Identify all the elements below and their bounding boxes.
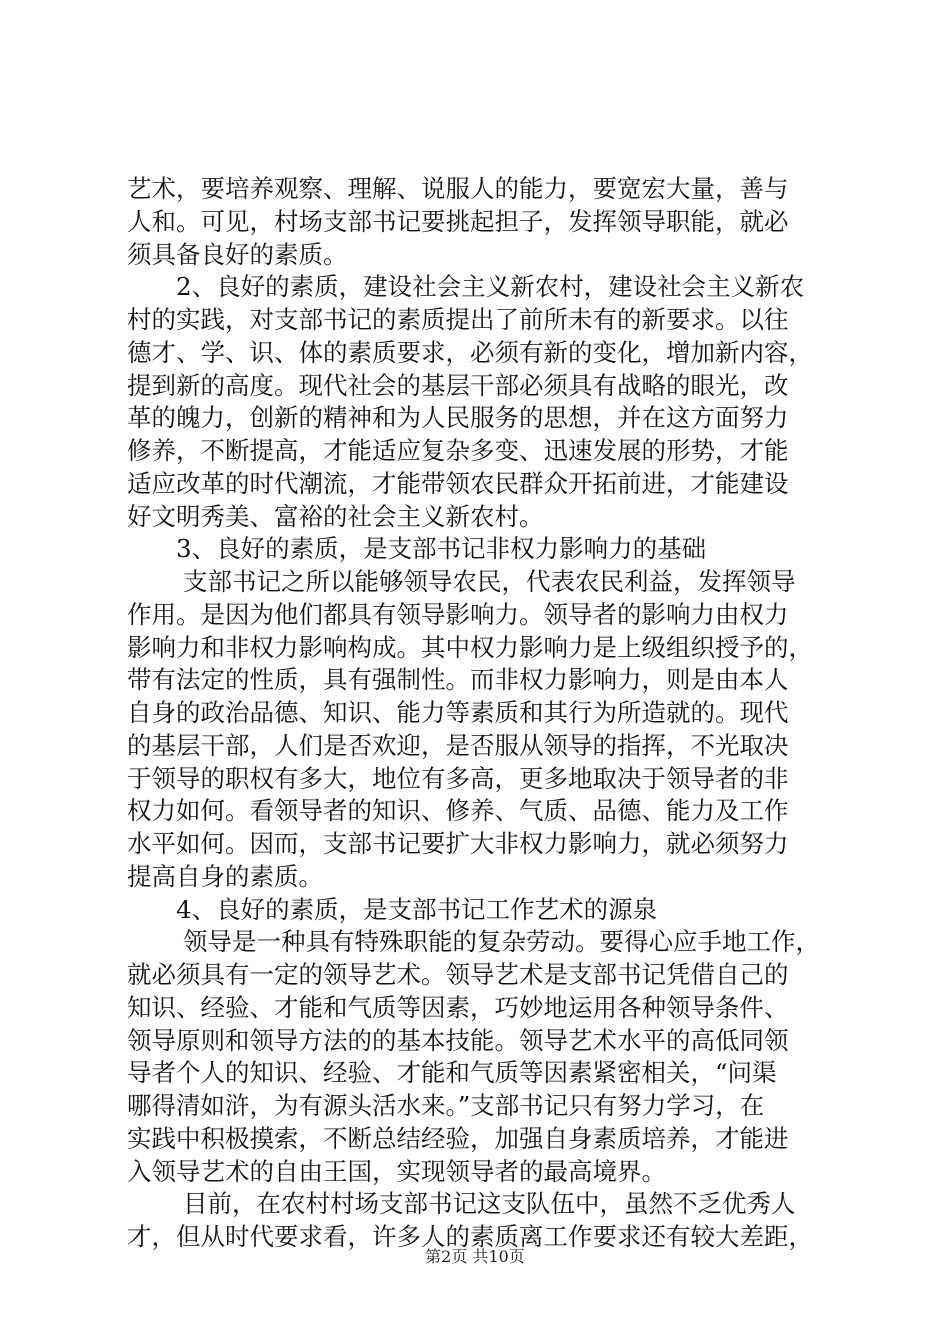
- text-line: 实践中积极摸索，不断总结经验，加强自身素质培养，才能进: [127, 1123, 789, 1153]
- text-line: 权力如何。看领导者的知识、修养、气质、品德、能力及工作: [127, 796, 789, 826]
- text-line: 于领导的职权有多大，地位有多高，更多地取决于领导者的非: [127, 763, 789, 793]
- text-line: 提高自身的素质。: [127, 861, 323, 891]
- text-line: 导者个人的知识、经验、才能和气质等因素紧密相关，“问渠: [127, 1058, 777, 1088]
- text-line: 才，但从时代要求看，许多人的素质离工作要求还有较大差距，: [127, 1222, 813, 1251]
- text-line: 支部书记之所以能够领导农民，代表农民利益，发挥领导: [183, 567, 796, 596]
- text-line: 水平如何。因而，支部书记要扩大非权力影响力，就必须努力: [127, 829, 789, 858]
- text-line: 艺术，要培养观察、理解、说服人的能力，要宽宏大量，善与: [127, 174, 789, 203]
- text-line: 人和。可见，村场支部书记要挑起担子，发挥领导职能，就必: [127, 206, 789, 236]
- text-line: 革的魄力，创新的精神和为人民服务的思想，并在这方面努力: [127, 403, 789, 433]
- text-line: 领导是一种具有特殊职能的复杂劳动。要得心应手地工作，: [183, 927, 820, 957]
- text-line: 3、良好的素质，是支部书记非权力影响力的基础: [176, 534, 707, 564]
- text-line: 4、良好的素质，是支部书记工作艺术的源泉: [176, 894, 658, 924]
- text-line: 就必须具有一定的领导艺术。领导艺术是支部书记凭借自己的: [127, 960, 789, 989]
- text-line: 好文明秀美、富裕的社会主义新农村。: [127, 501, 544, 531]
- text-line: 自身的政治品德、知识、能力等素质和其行为所造就的。现代: [127, 698, 789, 727]
- text-line: 目前，在农村村场支部书记这支队伍中，虽然不乏优秀人: [183, 1189, 796, 1219]
- text-line: 德才、学、识、体的素质要求，必须有新的变化，增加新内容，: [127, 337, 813, 367]
- text-line: 2、良好的素质，建设社会主义新农村，建设社会主义新农: [176, 272, 805, 302]
- text-line: 适应改革的时代潮流，才能带领农民群众开拓前进，才能建设: [127, 468, 789, 498]
- page-footer: 第2页 共10页: [425, 1247, 525, 1266]
- text-line: 领导原则和领导方法的的基本技能。领导艺术水平的高低同领: [127, 1025, 789, 1055]
- text-line: 提到新的高度。现代社会的基层干部必须具有战略的眼光，改: [127, 370, 789, 400]
- text-line: 须具备良好的素质。: [127, 239, 348, 269]
- text-line: 的基层干部，人们是否欢迎，是否服从领导的指挥，不光取决: [127, 730, 789, 760]
- text-line: 哪得清如浒，为有源头活水来。”支部书记只有努力学习，在: [127, 1091, 765, 1120]
- text-line: 修养，不断提高，才能适应复杂多变、迅速发展的形势，才能: [127, 436, 789, 465]
- text-line: 入领导艺术的自由王国，实现领导者的最高境界。: [127, 1156, 666, 1186]
- text-line: 知识、经验、才能和气质等因素，巧妙地运用各种领导条件、: [127, 992, 789, 1022]
- document-body: [127, 173, 833, 1254]
- text-line: 影响力和非权力影响构成。其中权力影响力是上级组织授予的，: [127, 632, 813, 662]
- text-line: 作用。是因为他们都具有领导影响力。领导者的影响力由权力: [127, 599, 789, 629]
- text-line: 村的实践，对支部书记的素质提出了前所未有的新要求。以往: [127, 305, 789, 334]
- text-line: 带有法定的性质，具有强制性。而非权力影响力，则是由本人: [127, 665, 789, 695]
